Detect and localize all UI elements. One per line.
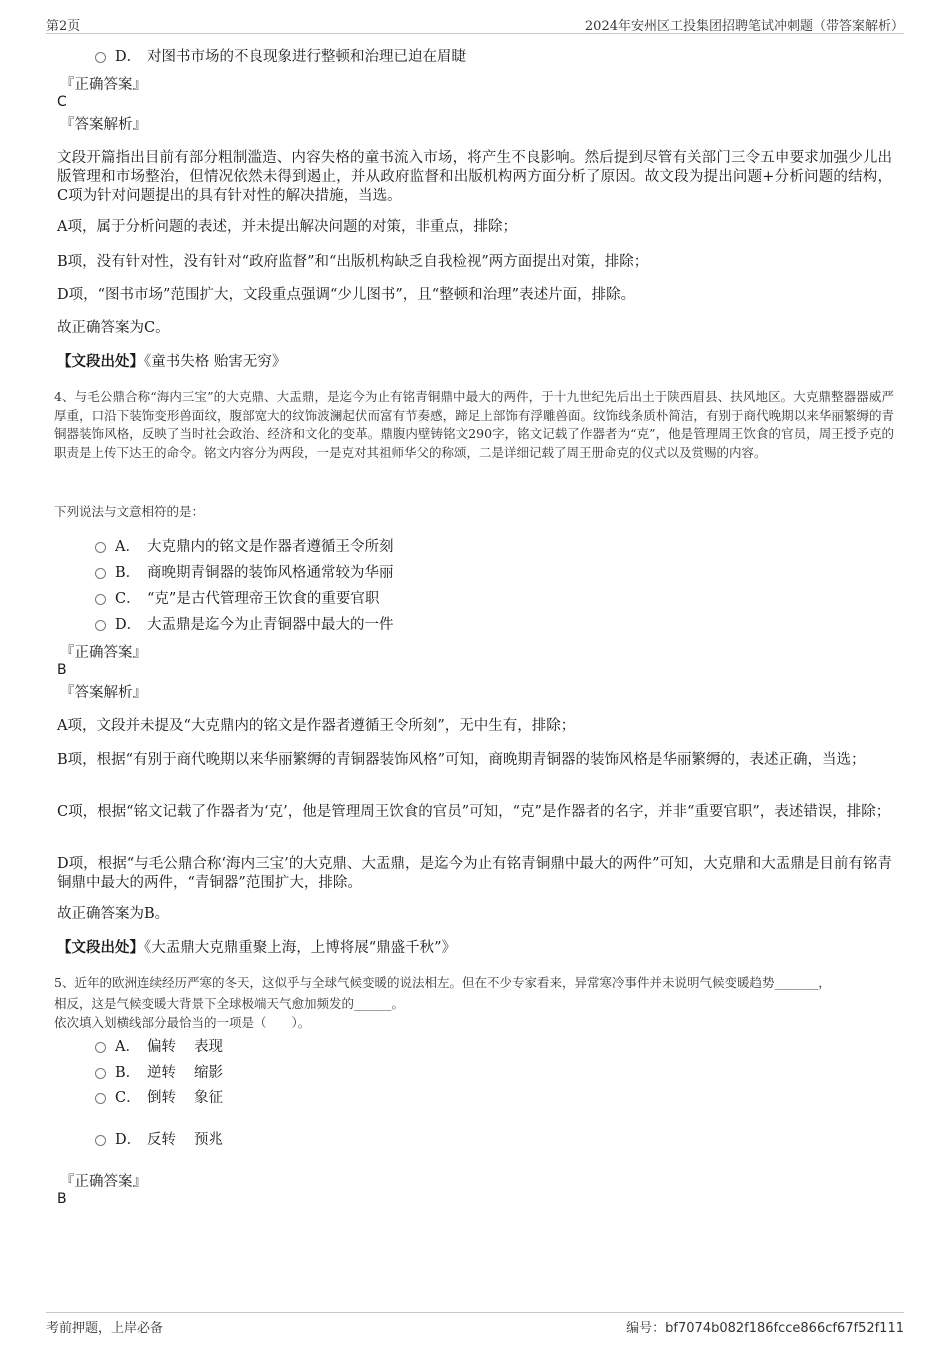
q4-analysis-paragraph: A项，文段并未提及“大克鼎内的铭文是作器者遵循王令所刻”，无中生有，排除； bbox=[57, 718, 576, 734]
q5-option-d[interactable]: D． 反转 预兆 bbox=[95, 1130, 223, 1150]
q4-option-c[interactable]: C． “克”是古代管理帝王饮食的重要官职 bbox=[95, 589, 379, 609]
code-label: 编号： bbox=[626, 1321, 666, 1336]
q5-stem-line: 5、近年的欧洲连续经历严寒的冬天，这似乎与全球气候变暖的说法相左。但在不少专家看来，异常寒冷事件并未说明气候变暖趋势_______， bbox=[54, 975, 831, 990]
q3-conclusion: 故正确答案为C。 bbox=[57, 320, 170, 336]
code-value: bf7074b082f186fcce866cf67f52f111 bbox=[665, 1321, 904, 1336]
q4-answer-label: 『正确答案』 bbox=[60, 645, 147, 661]
q3-analysis-paragraph: 文段开篇指出目前有部分粗制滥造、内容失格的童书流入市场，将产生不良影响。然后提到尽管有关部门三令五申要求加强少儿出版管理和市场整治，但情况依然未得到遏止，并从政府监督和出版机构两方面分析了原因。故文段为提出问题+分析问题的结构，C项为针对问题提出的具有针对性的解决措施，当选。 bbox=[57, 150, 892, 204]
page-number: 第2页 bbox=[46, 19, 81, 34]
radio-icon[interactable] bbox=[95, 1135, 106, 1146]
source-tag: 【文段出处】 bbox=[57, 353, 144, 370]
q3-answer-label: 『正确答案』 bbox=[60, 77, 147, 93]
q3-answer: C bbox=[57, 94, 67, 110]
q3-analysis-paragraph: D项，“图书市场”范围扩大，文段重点强调“少儿图书”，且“整顿和治理”表述片面，排除。 bbox=[57, 287, 636, 303]
document-title: 2024年安州区工投集团招聘笔试冲刺题（带答案解析） bbox=[584, 19, 904, 34]
q4-option-d[interactable]: D． 大盂鼎是迄今为止青铜器中最大的一件 bbox=[95, 615, 394, 635]
q4-source bbox=[57, 938, 456, 958]
q4-option-b[interactable]: B． 商晚期青铜器的装饰风格通常较为华丽 bbox=[95, 563, 394, 583]
q5-answer: B bbox=[57, 1191, 67, 1207]
q4-analysis-paragraph: B项，根据“有别于商代晚期以来华丽繁缛的青铜器装饰风格”可知，商晚期青铜器的装饰风格是华丽繁缛的，表述正确，当选； bbox=[57, 752, 866, 768]
source-title: 《童书失格 贻害无穷》 bbox=[144, 354, 287, 370]
q4-analysis-label: 『答案解析』 bbox=[60, 685, 147, 701]
q4-option-a[interactable]: A． 大克鼎内的铭文是作器者遵循王令所刻 bbox=[95, 537, 394, 557]
radio-icon[interactable] bbox=[95, 542, 106, 553]
radio-icon[interactable] bbox=[95, 1068, 106, 1079]
q4-analysis-paragraph: C项，根据“铭文记载了作器者为‘克’，他是管理周王饮食的官员”可知，“克”是作器者的名字，并非“重要官职”，表述错误，排除； bbox=[57, 804, 891, 820]
source-tag: 【文段出处】 bbox=[57, 939, 144, 956]
radio-icon[interactable] bbox=[95, 568, 106, 579]
q3-analysis-paragraph: A项，属于分析问题的表述，并未提出解决问题的对策，非重点，排除； bbox=[57, 219, 517, 235]
radio-icon[interactable] bbox=[95, 594, 106, 605]
source-title: 《大盂鼎大克鼎重聚上海，上博将展“鼎盛千秋”》 bbox=[144, 940, 457, 956]
q4-conclusion: 故正确答案为B。 bbox=[57, 906, 170, 922]
q3-source bbox=[57, 352, 286, 372]
q5-question: 依次填入划横线部分最恰当的一项是（ ）。 bbox=[54, 1015, 311, 1030]
radio-icon[interactable] bbox=[95, 1093, 106, 1104]
q4-analysis-paragraph: D项，根据“与毛公鼎合称‘海内三宝’的大克鼎、大盂鼎，是迄今为止有铭青铜鼎中最大的两件”可知，大克鼎和大盂鼎是目前有铭青铜鼎中最大的两件，“青铜器”范围扩大，排除。 bbox=[57, 856, 892, 891]
q3-analysis-label: 『答案解析』 bbox=[60, 117, 147, 133]
q5-stem-line: 相反，这是气候变暖大背景下全球极端天气愈加频发的______。 bbox=[54, 996, 405, 1011]
page-header bbox=[46, 13, 904, 34]
document-code bbox=[626, 1317, 904, 1336]
q5-option-a[interactable]: A． 偏转 表现 bbox=[95, 1037, 223, 1057]
radio-icon[interactable] bbox=[95, 52, 106, 63]
q4-prompt: 下列说法与文意相符的是： bbox=[54, 504, 205, 519]
page-footer bbox=[46, 1312, 904, 1335]
q3-analysis-paragraph: B项，没有针对性，没有针对“政府监督”和“出版机构缺乏自我检视”两方面提出对策，排除； bbox=[57, 254, 649, 270]
q5-option-b[interactable]: B． 逆转 缩影 bbox=[95, 1063, 223, 1083]
q5-answer-label: 『正确答案』 bbox=[60, 1174, 147, 1190]
radio-icon[interactable] bbox=[95, 620, 106, 631]
footer-slogan: 考前押题，上岸必备 bbox=[46, 1321, 164, 1336]
q4-answer: B bbox=[57, 662, 67, 678]
radio-icon[interactable] bbox=[95, 1042, 106, 1053]
q5-option-c[interactable]: C． 倒转 象征 bbox=[95, 1088, 223, 1108]
q4-stem: 4、与毛公鼎合称“海内三宝”的大克鼎、大盂鼎，是迄今为止有铭青铜鼎中最大的两件，于十九世纪先后出土于陕西眉县、扶风地区。大克鼎整器器威严厚重，口沿下装饰变形兽面纹，腹部宽大的纹饰波澜起伏而富有节奏感，蹄足上部饰有浮雕兽面。纹饰线条质朴简洁，有别于商代晚期以来华丽繁缛的青铜器装饰风格，反映了当时社会政治、经济和文化的变革。鼎腹内壁铸铭文290字，铭文记载了作器者为“克”，他是管理周王饮食的官员，周王授予克的职责是上传下达王的命令。铭文内容分为两段，一是克对其祖师华父的称颂，二是详细记载了周王册命克的仪式以及赏赐的内容。 bbox=[54, 389, 894, 460]
q3-option-d[interactable]: D． 对图书市场的不良现象进行整顿和治理已迫在眉睫 bbox=[95, 47, 466, 67]
